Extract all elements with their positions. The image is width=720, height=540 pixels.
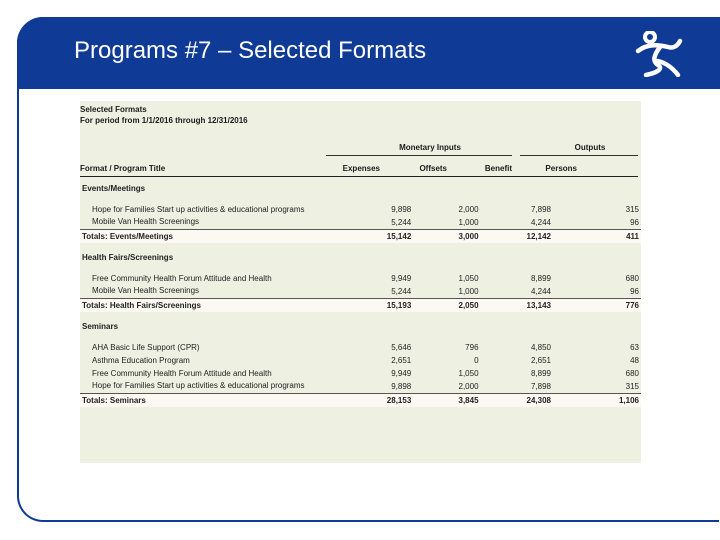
section-header-row [80,318,641,335]
totals-label: Totals: Seminars [80,393,335,407]
benefit-value: 2,651 [530,356,551,365]
total-expenses: 15,142 [335,229,414,243]
total-benefit: 13,143 [481,298,553,312]
benefit-value: 7,898 [530,381,551,391]
benefit-value: 8,899 [530,274,551,283]
offsets-value: 2,000 [458,205,479,214]
col-title-header: Format / Program Title [80,164,166,173]
section-name: Events/Meetings [82,184,146,193]
section-name: Seminars [82,322,119,331]
totals-row [80,298,641,312]
total-offsets: 2,050 [413,298,480,312]
section-header-row [80,249,641,266]
program-title: Mobile Van Health Screenings [92,286,200,296]
program-title: Free Community Health Forum Attitude and Health [92,273,272,283]
monetary-divider [326,155,512,156]
report-table [80,180,641,407]
expenses-value: 5,244 [391,286,412,296]
col-persons-header: Persons [545,164,577,173]
outputs-divider [520,155,638,156]
offsets-value: 0 [474,356,479,365]
offsets-value: 796 [465,343,479,352]
program-title: AHA Basic Life Support (CPR) [92,342,200,352]
totals-row [80,229,641,243]
expenses-value: 9,949 [391,369,412,378]
col-offsets-header: Offsets [419,164,447,173]
expenses-value: 2,651 [391,356,412,365]
offsets-value: 1,000 [458,217,479,227]
benefit-value: 4,244 [530,217,551,227]
figure-logo-icon [634,31,684,77]
expenses-value: 9,898 [391,205,412,214]
offsets-value: 1,050 [458,274,479,283]
total-persons: 411 [553,229,641,243]
persons-value: 315 [625,205,639,214]
benefit-value: 7,898 [530,205,551,214]
table-row [80,285,641,298]
table-row [80,216,641,229]
persons-value: 96 [630,217,639,227]
offsets-value: 2,000 [458,381,479,391]
total-expenses: 15,193 [335,298,414,312]
expenses-value: 9,898 [391,381,412,391]
program-title: Hope for Families Start up activities & educational programs [92,381,305,391]
persons-value: 680 [625,369,639,378]
total-benefit: 24,308 [481,393,553,407]
monetary-inputs-header: Monetary Inputs [399,143,461,152]
persons-value: 315 [625,381,639,391]
total-persons: 776 [553,298,641,312]
total-persons: 1,106 [553,393,641,407]
report-heading [80,104,248,126]
report-title: Selected Formats [80,105,147,114]
outputs-header: Outputs [574,143,606,152]
program-title: Hope for Families Start up activities & educational programs [92,204,305,214]
total-offsets: 3,000 [413,229,480,243]
col-benefit-header: Benefit [484,164,512,173]
table-row [80,272,641,285]
program-title: Mobile Van Health Screenings [92,217,200,227]
benefit-value: 4,244 [530,286,551,296]
program-title: Free Community Health Forum Attitude and Health [92,368,272,378]
table-row [80,203,641,216]
table-row [80,354,641,367]
persons-value: 63 [630,343,639,352]
table-row [80,341,641,354]
program-title: Asthma Education Program [92,355,190,365]
persons-value: 48 [630,356,639,365]
table-row [80,380,641,393]
section-name: Health Fairs/Screenings [82,253,174,262]
table-row [80,367,641,380]
expenses-value: 5,646 [391,343,412,352]
totals-label: Totals: Health Fairs/Screenings [80,298,335,312]
persons-value: 680 [625,274,639,283]
offsets-value: 1,000 [458,286,479,296]
benefit-value: 4,850 [530,343,551,352]
expenses-value: 9,949 [391,274,412,283]
header-rule [80,176,638,177]
total-offsets: 3,845 [413,393,480,407]
slide-title: Programs #7 – Selected Formats [74,37,427,64]
expenses-value: 5,244 [391,217,412,227]
benefit-value: 8,899 [530,369,551,378]
col-expenses-header: Expenses [342,164,380,173]
section-header-row [80,180,641,197]
total-benefit: 12,142 [481,229,553,243]
offsets-value: 1,050 [458,369,479,378]
totals-label: Totals: Events/Meetings [80,229,335,243]
total-expenses: 28,153 [335,393,414,407]
persons-value: 96 [630,286,639,296]
report-period: For period from 1/1/2016 through 12/31/2016 [80,116,248,125]
totals-row [80,393,641,407]
